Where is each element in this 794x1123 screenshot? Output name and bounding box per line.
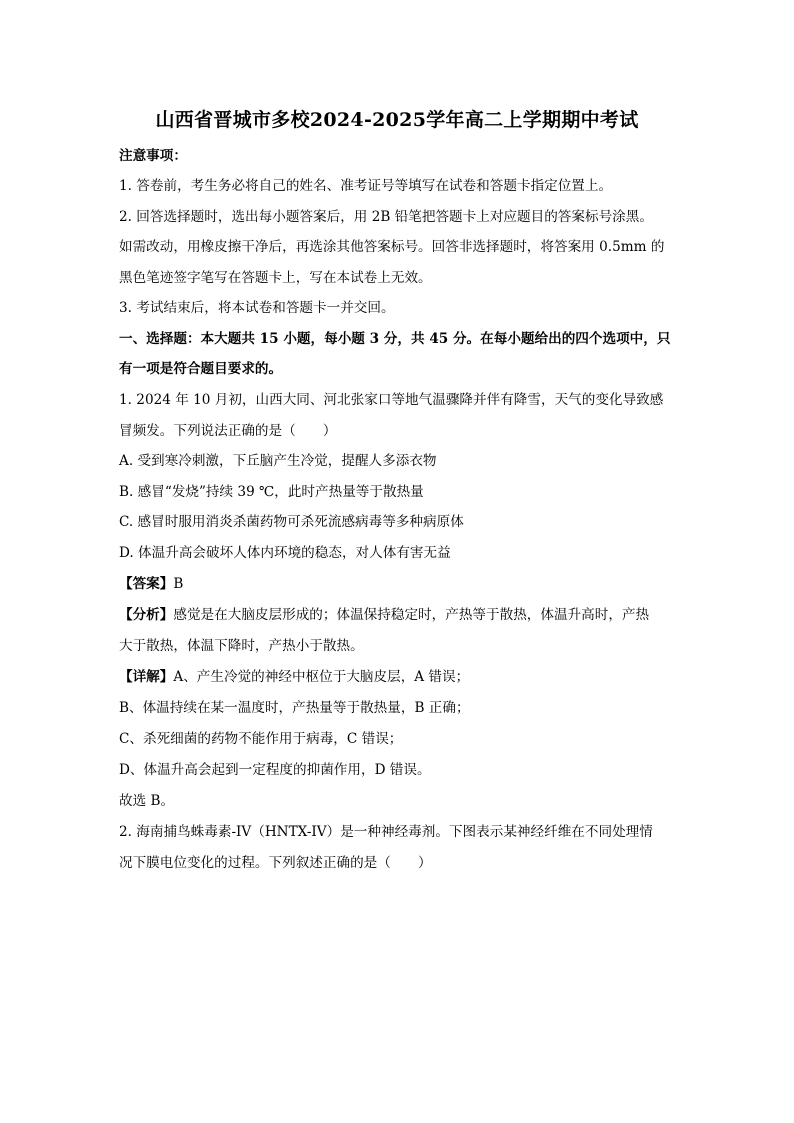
q1-conclusion: 故选 B。 [119, 793, 175, 809]
notice-item-2-line-2: 如需改动，用橡皮擦干净后，再选涂其他答案标号。回答非选择题时，将答案用 0.5mm 的 [119, 239, 665, 255]
q1-stem-line-1: 1. 2024 年 10 月初，山西大同、河北张家口等地气温骤降并伴有降雪，天气的变化导致感 [119, 392, 664, 408]
analysis-text: 感觉是在大脑皮层形成的；体温保持稳定时，产热等于散热，体温升高时，产热 [173, 607, 650, 623]
notice-item-3: 3. 考试结束后，将本试卷和答题卡一并交回。 [119, 300, 395, 316]
q1-detail-line-1 [119, 667, 679, 687]
q1-detail-line-2: B、体温持续在某一温度时，产热量等于散热量，B 正确； [119, 700, 470, 716]
q1-analysis-line-2: 大于散热，体温下降时，产热小于散热。 [119, 638, 364, 654]
analysis-tag: 【分析】 [119, 607, 174, 623]
q1-stem-line-2: 冒频发。下列说法正确的是（ ） [119, 423, 337, 439]
q1-option-d: D. 体温升高会破坏人体内环境的稳态，对人体有害无益 [119, 545, 451, 561]
notice-item-2-line-1: 2. 回答选择题时，选出每小题答案后，用 2B 铅笔把答题卡上对应题目的答案标号涂黑。 [119, 209, 653, 225]
answer-tag: 【答案】 [119, 576, 174, 592]
q1-detail-line-4: D、体温升高会起到一定程度的抑菌作用，D 错误。 [119, 762, 431, 778]
answer-value: B [173, 576, 184, 592]
q1-option-a: A. 受到寒冷刺激，下丘脑产生冷觉，提醒人多添衣物 [119, 453, 437, 469]
q2-stem-line-1: 2. 海南捕鸟蛛毒素-IV（HNTX-IV）是一种神经毒剂。下图表示某神经纤维在不同处理情 [119, 824, 653, 840]
detail-text: A、产生冷觉的神经中枢位于大脑皮层，A 错误； [173, 669, 470, 685]
q1-option-b: B. 感冒“发烧”持续 39 ℃，此时产热量等于散热量 [119, 484, 424, 500]
section-heading-line-1: 一、选择题：本大题共 15 小题，每小题 3 分，共 45 分。在每小题给出的四个选项中，只 [119, 331, 671, 347]
q1-option-c: C. 感冒时服用消炎杀菌药物可杀死流感病毒等多种病原体 [119, 514, 464, 530]
notice-item-1: 1. 答卷前，考生务必将自己的姓名、准考证号等填写在试卷和答题卡指定位置上。 [119, 178, 613, 194]
q1-detail-line-3: C、杀死细菌的药物不能作用于病毒，C 错误； [119, 731, 403, 747]
q1-analysis-line-1 [119, 605, 679, 625]
detail-tag: 【详解】 [119, 669, 174, 685]
page-title: 山西省晋城市多校2024-2025学年高二上学期期中考试 [155, 109, 639, 131]
q1-answer-row [119, 574, 679, 594]
notice-heading: 注意事项： [119, 148, 187, 164]
notice-item-2-line-3: 黑色笔迹签字笔写在答题卡上，写在本试卷上无效。 [119, 270, 432, 286]
q2-stem-line-2: 况下膜电位变化的过程。下列叙述正确的是（ ） [119, 855, 432, 871]
section-heading-line-2: 有一项是符合题目要求的。 [119, 361, 283, 377]
